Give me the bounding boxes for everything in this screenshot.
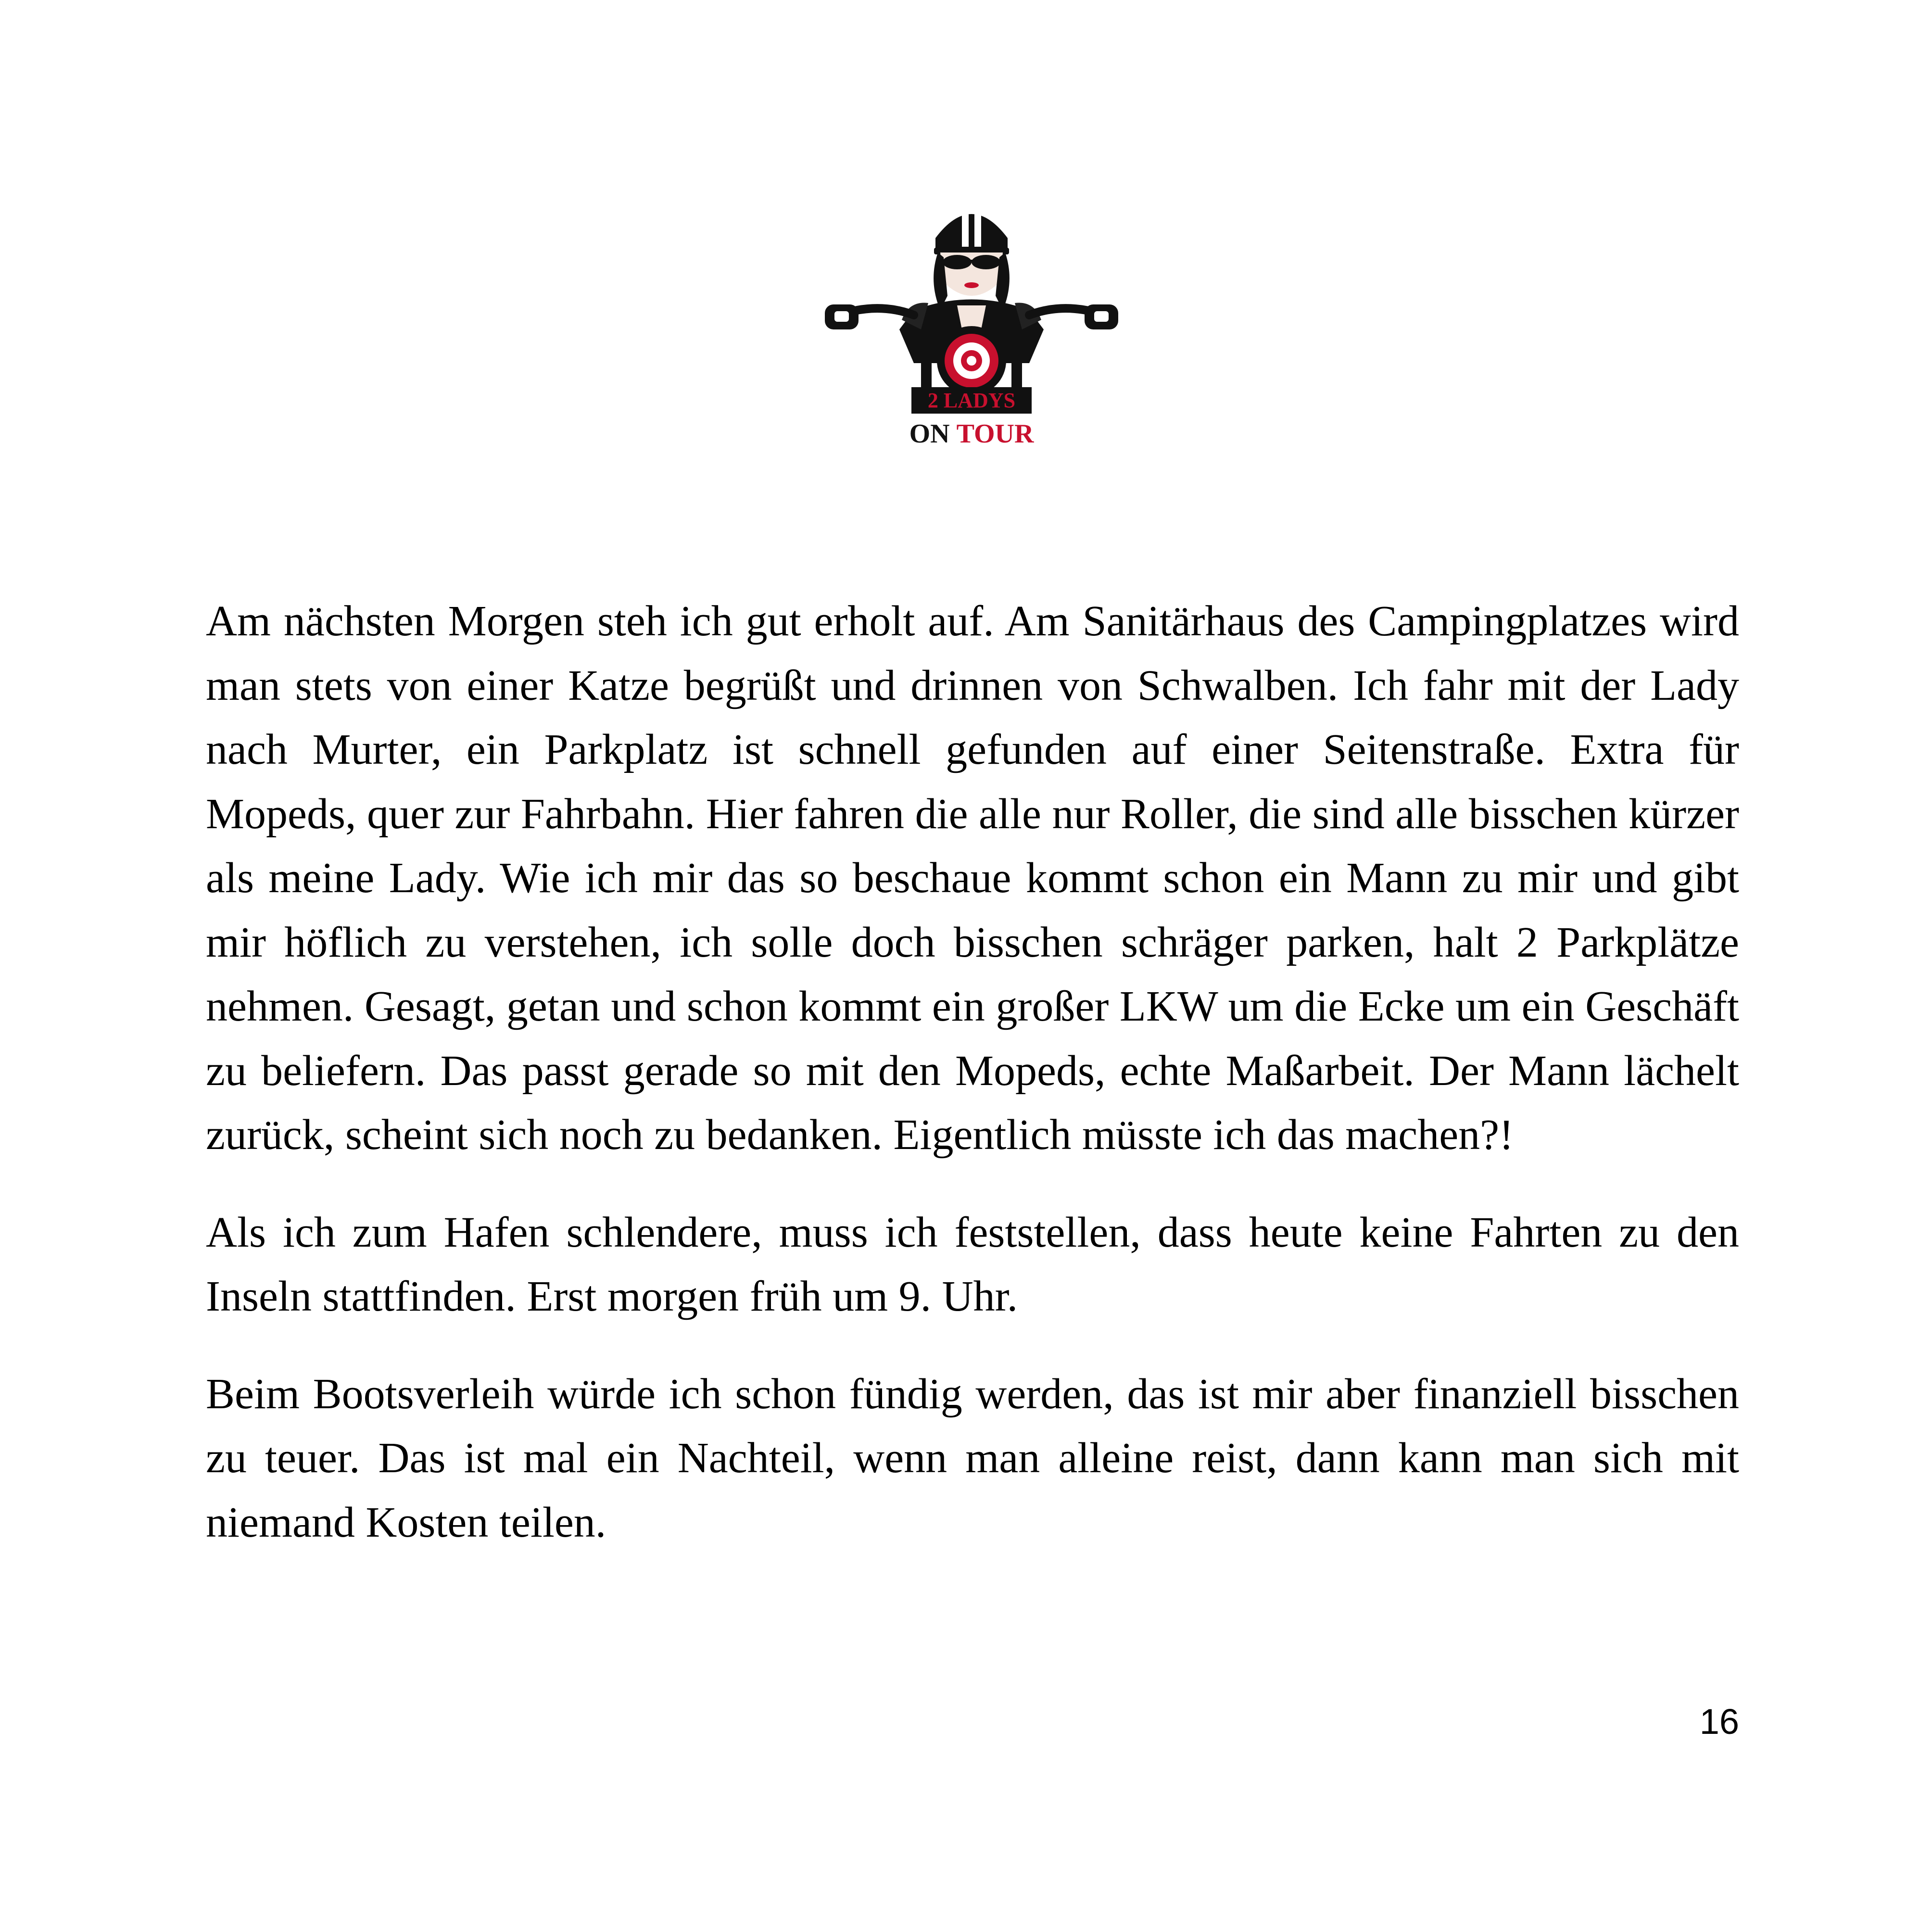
page-number: 16 xyxy=(1699,1702,1739,1742)
logo-line2 xyxy=(909,419,1034,449)
logo-line2-tour: TOUR xyxy=(956,419,1034,449)
helmet-icon xyxy=(934,199,1009,254)
paragraph-2: Als ich zum Hafen schlendere, muss ich feststellen, dass heute keine Fahrten zu den Inseln stattfinden. Erst morgen früh um 9. Uhr. xyxy=(206,1208,1739,1320)
paragraph-3: Beim Bootsverleih würde ich schon fündig werden, das ist mir aber finanziell bisschen zu teuer. Das ist mal ein Nachteil, wenn man alleine reist, dann kann man sich mit niemand Kosten teilen. xyxy=(206,1370,1739,1546)
body-text xyxy=(206,589,1739,1588)
logo-line2-on: ON xyxy=(909,419,950,449)
two-ladys-on-tour-logo xyxy=(818,185,1125,455)
logo-banner xyxy=(909,387,1034,449)
logo-line1: 2 LADYS xyxy=(927,389,1016,412)
paragraph-1: Am nächsten Morgen steh ich gut erholt auf. Am Sanitärhaus des Campingplatzes wird man stets von einer Katze begrüßt und drinnen von Schwalben. Ich fahr mit der Lady nach Murter, ein Parkplatz ist schnell gefunden auf einer Seitenstraße. Extra für Mopeds, quer zur Fahrbahn. Hier fahren die alle nur Roller, die sind alle bisschen kürzer als meine Lady. Wie ich mir das so beschaue kommt schon ein Mann zu mir und gibt mir höflich zu verstehen, ich solle doch bisschen schräger parken, halt 2 Parkplätze nehmen. Gesagt, getan und schon kommt ein großer LKW um die Ecke um ein Geschäft zu beliefern. Das passt gerade so mit den Mopeds, echte Maßarbeit. Der Mann lächelt zurück, scheint sich noch zu bedanken. Eigentlich müsste ich das machen?! xyxy=(206,597,1739,1159)
